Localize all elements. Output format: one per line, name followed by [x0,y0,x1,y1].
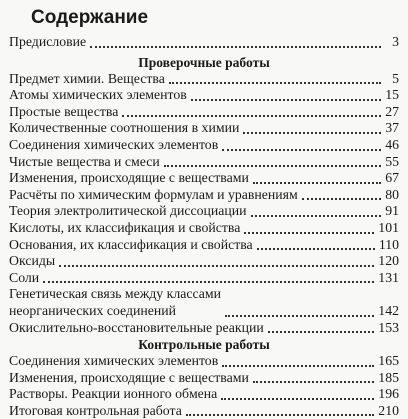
toc-entry-page: 120 [378,253,399,269]
toc-entry-page: 165 [378,353,399,369]
dot-leader [268,331,375,333]
toc-entry [9,120,399,137]
toc-entry-label: Количественные соотношения в химии [9,120,240,136]
toc-entry [9,154,399,171]
toc-entry-label: Кислоты, их классификация и свойства [9,219,241,235]
toc-entry-page: 110 [378,236,399,252]
toc-entry-preface [9,34,399,51]
toc-entry-label: Итоговая контрольная работа [9,402,182,418]
toc-entry-page: 46 [385,136,399,152]
dot-leader [59,265,374,267]
toc-entry-page: 101 [378,219,399,235]
dot-leader [169,82,381,84]
toc-entry [9,104,399,121]
dot-leader [222,365,374,367]
toc-entry-page: 5 [392,70,399,86]
dot-leader [90,46,381,48]
toc-entry-page: 27 [385,103,399,119]
dot-leader [225,315,374,317]
toc-entry-page: 55 [385,153,399,169]
toc-entry [9,220,399,237]
toc-entry-page: 142 [378,302,399,318]
dot-leader [243,132,381,134]
toc-entry-label: Окислительно-восстановительные реакции [9,319,264,335]
dot-leader [191,99,381,101]
toc-entry-page: 15 [385,87,399,103]
toc-entry [9,187,399,204]
dot-leader [164,165,381,167]
toc-entry-page: 67 [385,170,399,186]
toc-entry-label: Теория электролитической диссоциации [9,203,247,219]
toc-entry-page: 37 [385,120,399,136]
toc-entry [9,270,399,287]
toc-entry [9,253,399,270]
toc-entry-page: 153 [378,319,399,335]
page-title: Содержание [31,7,149,28]
toc-entry [9,137,399,154]
section-heading: Контрольные работы [138,337,270,353]
toc-entry [9,286,399,319]
toc-entry-label: Предисловие [9,34,87,49]
toc-entry-page: 196 [378,386,399,402]
toc-entry [9,353,399,370]
toc-entry-label-line: неорганических соединений [9,302,177,318]
toc-entry [9,87,399,104]
toc-entry-page: 131 [378,269,399,285]
toc-entry-label: Атомы химических элементов [9,87,187,103]
dot-leader [302,198,381,200]
dot-leader [222,149,381,151]
toc-entry-label: Изменения, происходящие с веществами [9,369,249,385]
toc-entry-label: Расчёты по химическим формулам и уравнениям [9,186,298,202]
dot-leader [253,182,381,184]
toc-sections [9,54,399,419]
toc-entry-label-line: Генетическая связь между классами [9,286,222,302]
toc-entry-label: Основания, их классификация и свойства [9,236,253,252]
toc-entry [9,237,399,254]
toc-entry-label: Соли [9,269,40,285]
toc-entry [9,320,399,337]
toc-entry [9,386,399,403]
dot-leader [221,398,374,400]
toc-entry [9,71,399,88]
toc-entry-page: 91 [385,203,399,219]
dot-leader [253,381,374,383]
toc-entry-label: Чистые вещества и смеси [9,153,160,169]
toc-entry-label: Соединения химических элементов [9,353,219,369]
toc-entry-label: Предмет химии. Вещества [9,70,165,86]
dot-leader [251,215,381,217]
toc-entry-page: 80 [385,186,399,202]
toc-entry-label: Изменения, происходящие с веществами [9,170,249,186]
toc-entry [9,170,399,187]
toc-entry [9,203,399,220]
dot-leader [186,414,374,416]
toc-entry [9,403,399,419]
toc-entry-label [9,286,221,319]
toc-entry-label: Соединения химических элементов [9,136,219,152]
dot-leader [43,281,374,283]
section-heading: Проверочные работы [138,54,270,70]
dot-leader [257,248,375,250]
toc-entry-page: 185 [378,369,399,385]
toc-entry-page: 3 [392,34,399,49]
toc-entry [9,370,399,387]
toc-entry-label: Оксиды [9,253,56,269]
toc-entry-page: 210 [378,402,399,418]
toc-entry-label: Растворы. Реакции ионного обмена [9,386,218,402]
dot-leader [122,115,381,117]
toc-entry-label: Простые вещества [9,103,119,119]
dot-leader [244,232,374,234]
